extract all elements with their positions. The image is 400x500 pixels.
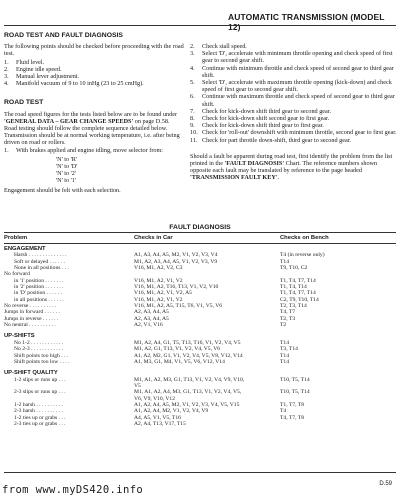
intro-paragraph: The following points should be checked before proceeding with the road test.	[4, 43, 184, 58]
table-rule-bottom	[4, 472, 396, 473]
step-item: 6. Continue with maximum throttle and check speed of second gear to third gear shift.	[190, 93, 395, 108]
problem-cell: Shift points too low . . . .	[14, 358, 70, 365]
checks-in-car-cell: V16, M1, A2, A5, T15, T6, V1, V5, V6	[134, 303, 223, 310]
step-item: 2. Check stall speed.	[190, 43, 247, 50]
checks-on-bench-cell: C2, T9, T10, T14	[280, 296, 319, 303]
check-item: 4. Manifold vacuum of 9 to 10 inHg (23 to 25 cmHg).	[4, 80, 144, 88]
fault-diagnosis-table	[4, 246, 396, 427]
page-header-title: AUTOMATIC TRANSMISSION (MODEL 12)	[228, 12, 385, 32]
step-item: 5. Select 'D', accelerate with maximum throttle opening (kick-down) and check speed of first gear to second gear shift.	[190, 79, 392, 94]
checks-on-bench-cell: T14	[280, 258, 290, 265]
selector-move: 'N' to 'D'	[56, 163, 78, 171]
column-header-problem: Problem	[4, 235, 28, 241]
checks-on-bench-cell: T9, T10, C2	[280, 265, 308, 272]
problem-cell: Jumps in reverse . . . . . .	[4, 315, 59, 322]
checks-in-car-cell: A2, A3, A4, A5	[134, 309, 169, 316]
problem-cell: None in all positions . . .	[14, 265, 69, 272]
problem-cell: 1-2 harsh . . . . . . . . . .	[14, 401, 63, 408]
selector-move: 'N' to '2'	[56, 170, 76, 178]
engagement-note: Engagement should be felt with each selection.	[4, 186, 121, 194]
checks-on-bench-cell: T10, T5, T14	[280, 376, 310, 383]
table-rule-header	[4, 243, 396, 244]
group-label: ENGAGEMENT	[4, 246, 46, 252]
problem-cell: Harsh . . . . . . . . . . . . . .	[14, 252, 67, 259]
checks-in-car-cell: M1, A2, A3, A4, A5, V1, V2, V3, V9	[134, 258, 218, 265]
checks-in-car-cell: V16, M1, A2, V1, V2, A5	[134, 290, 192, 297]
problem-cell: in '2' position . . . . . . .	[14, 284, 64, 291]
road-test-steps	[190, 43, 398, 144]
checks-on-bench-cell: T1, T4, T14	[280, 284, 307, 291]
checks-on-bench-cell: T14	[280, 339, 290, 346]
problem-cell: No 1-2 . . . . . . . . . . . .	[14, 339, 64, 346]
problem-cell: 1-2 slips or runs up . . .	[14, 376, 66, 383]
checks-in-car-cell: V5	[134, 382, 141, 389]
step-item: 11. Check for part throttle down-shift, third gear to second gear.	[190, 136, 351, 144]
selector-move: 'N' to '1'	[56, 177, 76, 185]
checks-on-bench-cell: T1, T4, T7, T14	[280, 290, 316, 297]
step-item: 7. Check for kick-down shift third gear to second gear.	[190, 107, 332, 115]
checks-in-car-cell: V6, V9, V10, V12	[134, 395, 176, 402]
problem-cell: No forward	[4, 271, 30, 278]
fault-diagnosis-title: FAULT DIAGNOSIS	[169, 224, 231, 231]
checks-in-car-cell: A1, M3, G1, M4, V1, V5, V6, V12, V14	[134, 358, 225, 365]
problem-cell: No reverse . . . . . . . . . .	[4, 303, 57, 310]
check-item: 2. Engine idle speed.	[4, 65, 62, 73]
road-test-heading: ROAD TEST	[4, 99, 44, 107]
sequence-paragraph: Road testing should follow the complete sequence detailed below. Transmission should be at normal working temperature, i.e. after being driven on road or rollers.	[4, 125, 180, 147]
checks-on-bench-cell: T10, T5, T14	[280, 389, 310, 396]
checks-in-car-cell: V16, M1, A2, V1, V2	[134, 296, 183, 303]
header-rule	[4, 25, 396, 26]
group-label: UP-SHIFTS	[4, 333, 35, 340]
problem-cell: Soft or delayed . . . . . .	[14, 258, 65, 265]
problem-cell: Shift points too high . . .	[14, 352, 69, 359]
checks-in-car-cell: M1, A2, G1, T13, V1, V2, V4, V5, V6	[134, 346, 221, 353]
checks-on-bench-cell: T4	[280, 408, 287, 415]
table-rule-top	[4, 232, 396, 233]
checks-on-bench-cell: T14	[280, 358, 290, 365]
problem-cell: Jumps in forward . . . . . .	[4, 309, 60, 316]
left-column	[4, 32, 186, 194]
checks-in-car-cell: M1, A2, A4, G1, T5, T13, T16, V1, V2, V4, V5	[134, 339, 241, 346]
checks-in-car-cell: V16, M1, A2, V1, V2	[134, 277, 183, 284]
problem-cell: in '1' position . . . . . . .	[14, 277, 64, 284]
preliminary-checks-list	[4, 59, 186, 88]
problem-cell: 2-3 harsh . . . . . . . . . .	[14, 408, 63, 415]
step-item: 8. Check for kick-down shift second gear to first gear.	[190, 115, 330, 123]
checks-in-car-cell: A2, V1, V16	[134, 322, 163, 329]
group-label: UP-SHIFT QUALITY	[4, 370, 58, 377]
check-item: 1. Fluid level.	[4, 58, 45, 66]
column-header-checks-in-car: Checks in Car	[134, 235, 173, 241]
checks-in-car-cell: V16, M1, A2, V2, C3	[134, 265, 183, 272]
road-test-fault-title: ROAD TEST AND FAULT DIAGNOSIS	[4, 32, 123, 39]
problem-cell: No neutral . . . . . . . . . .	[4, 322, 56, 329]
step-item: 10. Check for 'roll-out' downshift with minimum throttle, second gear to first gear.	[190, 129, 397, 137]
fault-instructions-paragraph: Should a fault be apparent during road test, first identify the problem from the list printed in the 'FAULT DIAGNOSIS' Chart. The reference numbers shown opposite each fault may be translated by reference to the page headed 'TRANSMISSION FAULT KEY'.	[190, 152, 393, 182]
checks-on-bench-cell: T1, T4, T7, T14	[280, 277, 316, 284]
checks-in-car-cell: M1, A1, A2, A4, M3, G1, T13, V1, V2, V4, V5,	[134, 389, 242, 396]
checks-on-bench-cell: T14	[280, 352, 290, 359]
checks-on-bench-cell: T2	[280, 322, 287, 329]
right-column	[190, 43, 398, 182]
step-item: 4. Continue with minimum throttle and check speed of second gear to third gear shift.	[190, 64, 394, 79]
watermark-text: from www.myDS420.info	[2, 484, 144, 496]
checks-on-bench-cell: T2, T3, T14	[280, 303, 307, 310]
checks-in-car-cell: V16, M1, A2, T16, T13, V1, V2, V10	[134, 284, 219, 291]
column-header-checks-on-bench: Checks on Bench	[280, 235, 329, 241]
gear-speeds-paragraph: The road speed figures for the tests listed below are to be found under 'GENERAL DATA – GEAR CHANGE SPEEDS' on page D.58.	[4, 110, 178, 125]
checks-in-car-cell: A1, A2, A4, A5, M2, V1, V2, V3, V4, V5, V15	[134, 401, 240, 408]
step-one: 1. With brakes applied and engine idling, move selector from:	[4, 146, 164, 154]
step-item: 3. Select 'D', accelerate with minimum throttle opening and check speed of first gear to second gear shift.	[190, 50, 393, 65]
problem-cell: 2-3 slips or runs up . . .	[14, 389, 66, 396]
checks-on-bench-cell: T2, T3	[280, 315, 296, 322]
page-number: D.59	[379, 481, 392, 487]
checks-on-bench-cell: T3, T14	[280, 346, 298, 353]
checks-in-car-cell: A2, A3, A4, A5	[134, 315, 169, 322]
selector-moves-list	[56, 156, 186, 185]
table-row	[4, 421, 396, 427]
problem-cell: No 2-3 . . . . . . . . . . . .	[14, 346, 64, 353]
problem-cell: 2-3 ties up or grabs . . .	[14, 420, 66, 427]
check-item: 3. Manual lever adjustment.	[4, 73, 80, 81]
checks-in-car-cell: A2, A4, T13, V17, T15	[134, 420, 186, 427]
problem-cell: in 'D' position . . . . . .	[14, 290, 63, 297]
checks-in-car-cell: A1, A2, A4, M2, V1, V2, V4, V9	[134, 408, 209, 415]
checks-on-bench-cell: T4, T7, T8	[280, 414, 305, 421]
checks-on-bench-cell: T4 (in reverse only)	[280, 252, 325, 259]
checks-on-bench-cell: T1, T7, T8	[280, 401, 305, 408]
step-item: 9. Check for kick-down shift third gear to first gear.	[190, 122, 324, 130]
selector-move: 'N' to 'R'	[56, 155, 77, 163]
checks-in-car-cell: A4, A5, V1, V5, T16	[134, 414, 181, 421]
problem-cell: 1-2 ties up or grabs . . .	[14, 414, 66, 421]
problem-cell: in all positions . . . . . .	[14, 296, 64, 303]
checks-on-bench-cell: T4, T7	[280, 309, 296, 316]
checks-in-car-cell: M1, A1, A2, M3, G1, T13, V1, V2, V4, V9, V10,	[134, 376, 245, 383]
checks-in-car-cell: A1, A2, M2, G1, V1, V2, V4, V5, V8, V12, V14	[134, 352, 243, 359]
checks-in-car-cell: A1, A3, A4, A5, M2, V1, V2, V3, V4	[134, 252, 218, 259]
